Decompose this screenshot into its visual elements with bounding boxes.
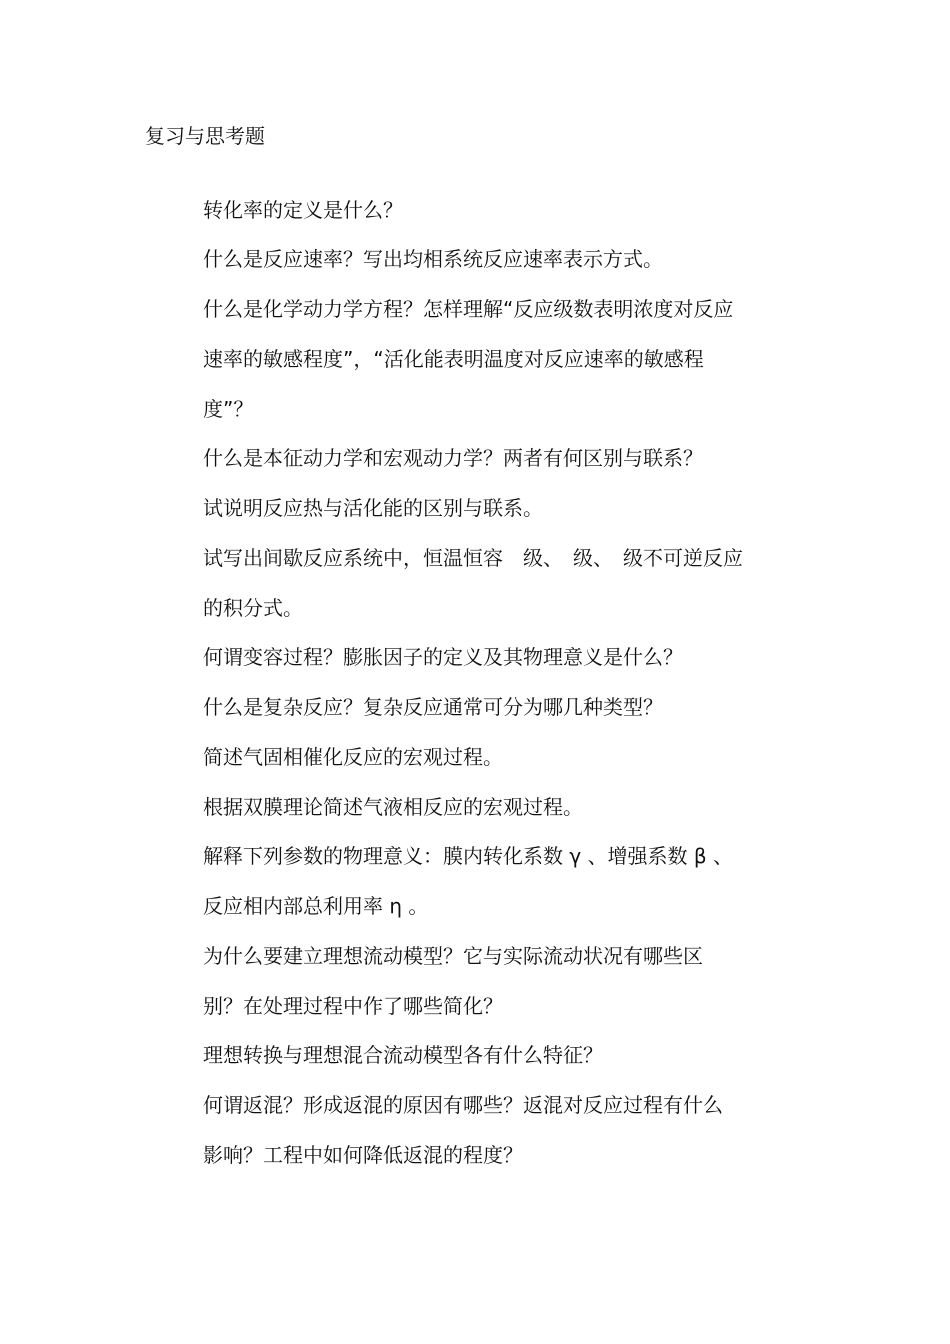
question-line-7: 试说明反应热与活化能的区别与联系。 — [203, 496, 543, 520]
question-line-5: 度”？ — [203, 397, 254, 421]
question-line-19: 何谓返混？形成返混的原因有哪些？返混对反应过程有什么 — [203, 1093, 723, 1117]
page-title: 复习与思考题 — [145, 124, 265, 148]
question-line-17: 别？在处理过程中作了哪些简化？ — [203, 994, 503, 1018]
question-line-20: 影响？工程中如何降低返混的程度？ — [203, 1143, 523, 1167]
question-line-16: 为什么要建立理想流动模型？它与实际流动状况有哪些区 — [203, 944, 703, 968]
question-line-9: 的积分式。 — [203, 596, 303, 620]
question-line-13: 根据双膜理论简述气液相反应的宏观过程。 — [203, 795, 583, 819]
question-line-18: 理想转换与理想混合流动模型各有什么特征？ — [203, 1043, 603, 1067]
question-line-15: 反应相内部总利用率 η 。 — [203, 894, 429, 918]
question-line-1: 转化率的定义是什么？ — [203, 198, 403, 222]
question-line-8: 试写出间歇反应系统中，恒温恒容 级、 级、 级不可逆反应 — [203, 546, 743, 570]
question-line-3: 什么是化学动力学方程？怎样理解“反应级数表明浓度对反应 — [203, 297, 734, 321]
question-line-14: 解释下列参数的物理意义：膜内转化系数 γ 、增强系数 β 、 — [203, 844, 734, 868]
question-line-2: 什么是反应速率？写出均相系统反应速率表示方式。 — [203, 247, 663, 271]
question-line-12: 简述气固相催化反应的宏观过程。 — [203, 745, 503, 769]
question-line-4: 速率的敏感程度”，“活化能表明温度对反应速率的敏感程 — [203, 347, 704, 371]
question-line-6: 什么是本征动力学和宏观动力学？两者有何区别与联系？ — [203, 446, 703, 470]
question-line-11: 什么是复杂反应？复杂反应通常可分为哪几种类型？ — [203, 695, 663, 719]
question-line-10: 何谓变容过程？膨胀因子的定义及其物理意义是什么？ — [203, 645, 683, 669]
